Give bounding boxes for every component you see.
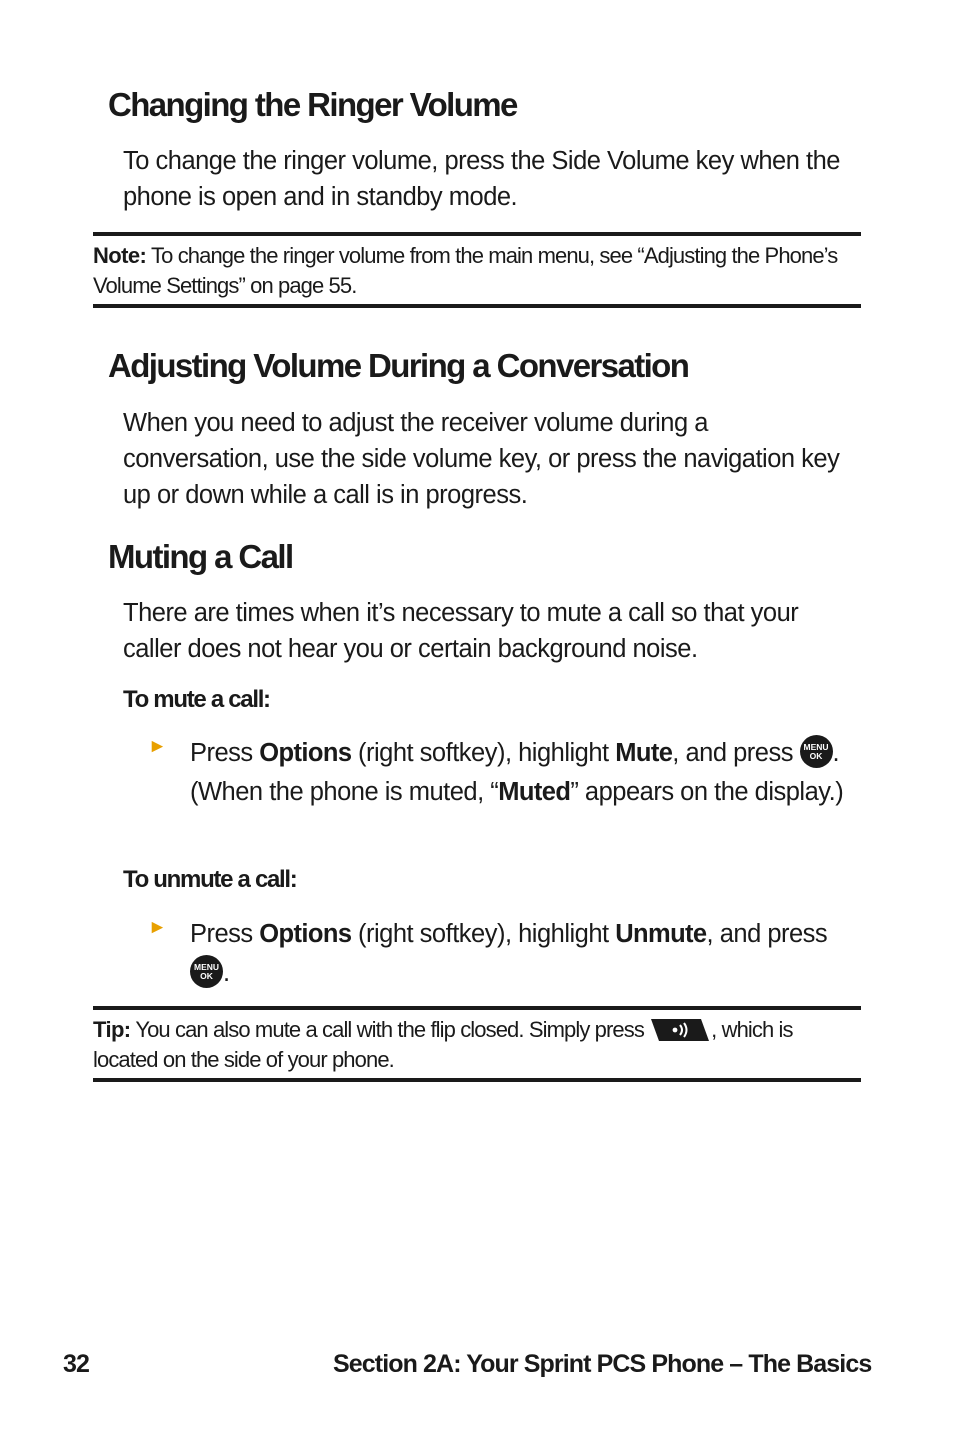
step-text-segment: Press [190,920,260,948]
to-mute-subheading: To mute a call: [123,686,270,713]
tip-body-segment: , which is located on the side of your phone. [93,1017,793,1072]
ringer-volume-paragraph: To change the ringer volume, press the Side Volume key when the phone is open and in standby mode. [123,147,840,211]
menu-key-line2: OK [809,751,823,761]
bullet-arrow-icon: ► [148,917,167,938]
heading-changing-ringer-volume: Changing the Ringer Volume [108,86,517,123]
menu-ok-key-icon [190,955,223,988]
note-body: To change the ringer volume from the main menu, see “Adjusting the Phone’s Volume Settings” on page 55. [93,243,838,298]
note-box [93,232,861,308]
mute-step-text [190,734,850,811]
heading-adjusting-volume: Adjusting Volume During a Conversation [108,347,689,384]
options-key-label: Options [259,920,352,948]
tip-text [93,1015,861,1074]
menu-key-line2: OK [200,970,213,981]
tip-box [93,1006,861,1082]
page-number: 32 [63,1350,90,1378]
heading-muting-a-call: Muting a Call [108,538,293,575]
step-text-segment: , and press [672,739,800,767]
step-text-segment: (right softkey), highlight [351,739,616,767]
adjusting-volume-paragraph: When you need to adjust the receiver volume during a conversation, use the side volume key, or press the navigation key up or down while a call is in progress. [123,409,840,509]
step-text-segment: Press [190,739,260,767]
tip-label: Tip: [93,1017,131,1042]
footer-section-title: Section 2A: Your Sprint PCS Phone – The Basics [333,1350,872,1378]
step-text-segment: , and press [706,920,828,948]
to-unmute-subheading: To unmute a call: [123,866,297,893]
side-speaker-key-icon [649,1017,711,1043]
unmute-step-text [190,915,850,992]
note-label: Note: [93,243,147,268]
bullet-arrow-icon: ► [148,736,167,757]
step-text-segment: . [223,958,230,987]
menu-key-line1: MENU [193,961,220,972]
note-text [93,241,861,300]
tip-body-segment: You can also mute a call with the flip closed. Simply press [130,1017,650,1042]
mute-option-label: Mute [615,739,673,767]
step-text-segment: . (When the phone is muted, “ [190,739,840,806]
menu-key-line1: MENU [803,742,829,752]
options-key-label: Options [259,739,352,767]
step-text-segment: (right softkey), highlight [351,920,616,948]
muting-paragraph: There are times when it’s necessary to mute a call so that your caller does not hear you or certain background noise. [123,599,799,663]
step-text-segment: ” appears on the display.) [570,777,844,806]
muted-status-label: Muted [498,777,571,806]
menu-ok-key-icon [800,735,833,768]
unmute-option-label: Unmute [615,920,707,948]
